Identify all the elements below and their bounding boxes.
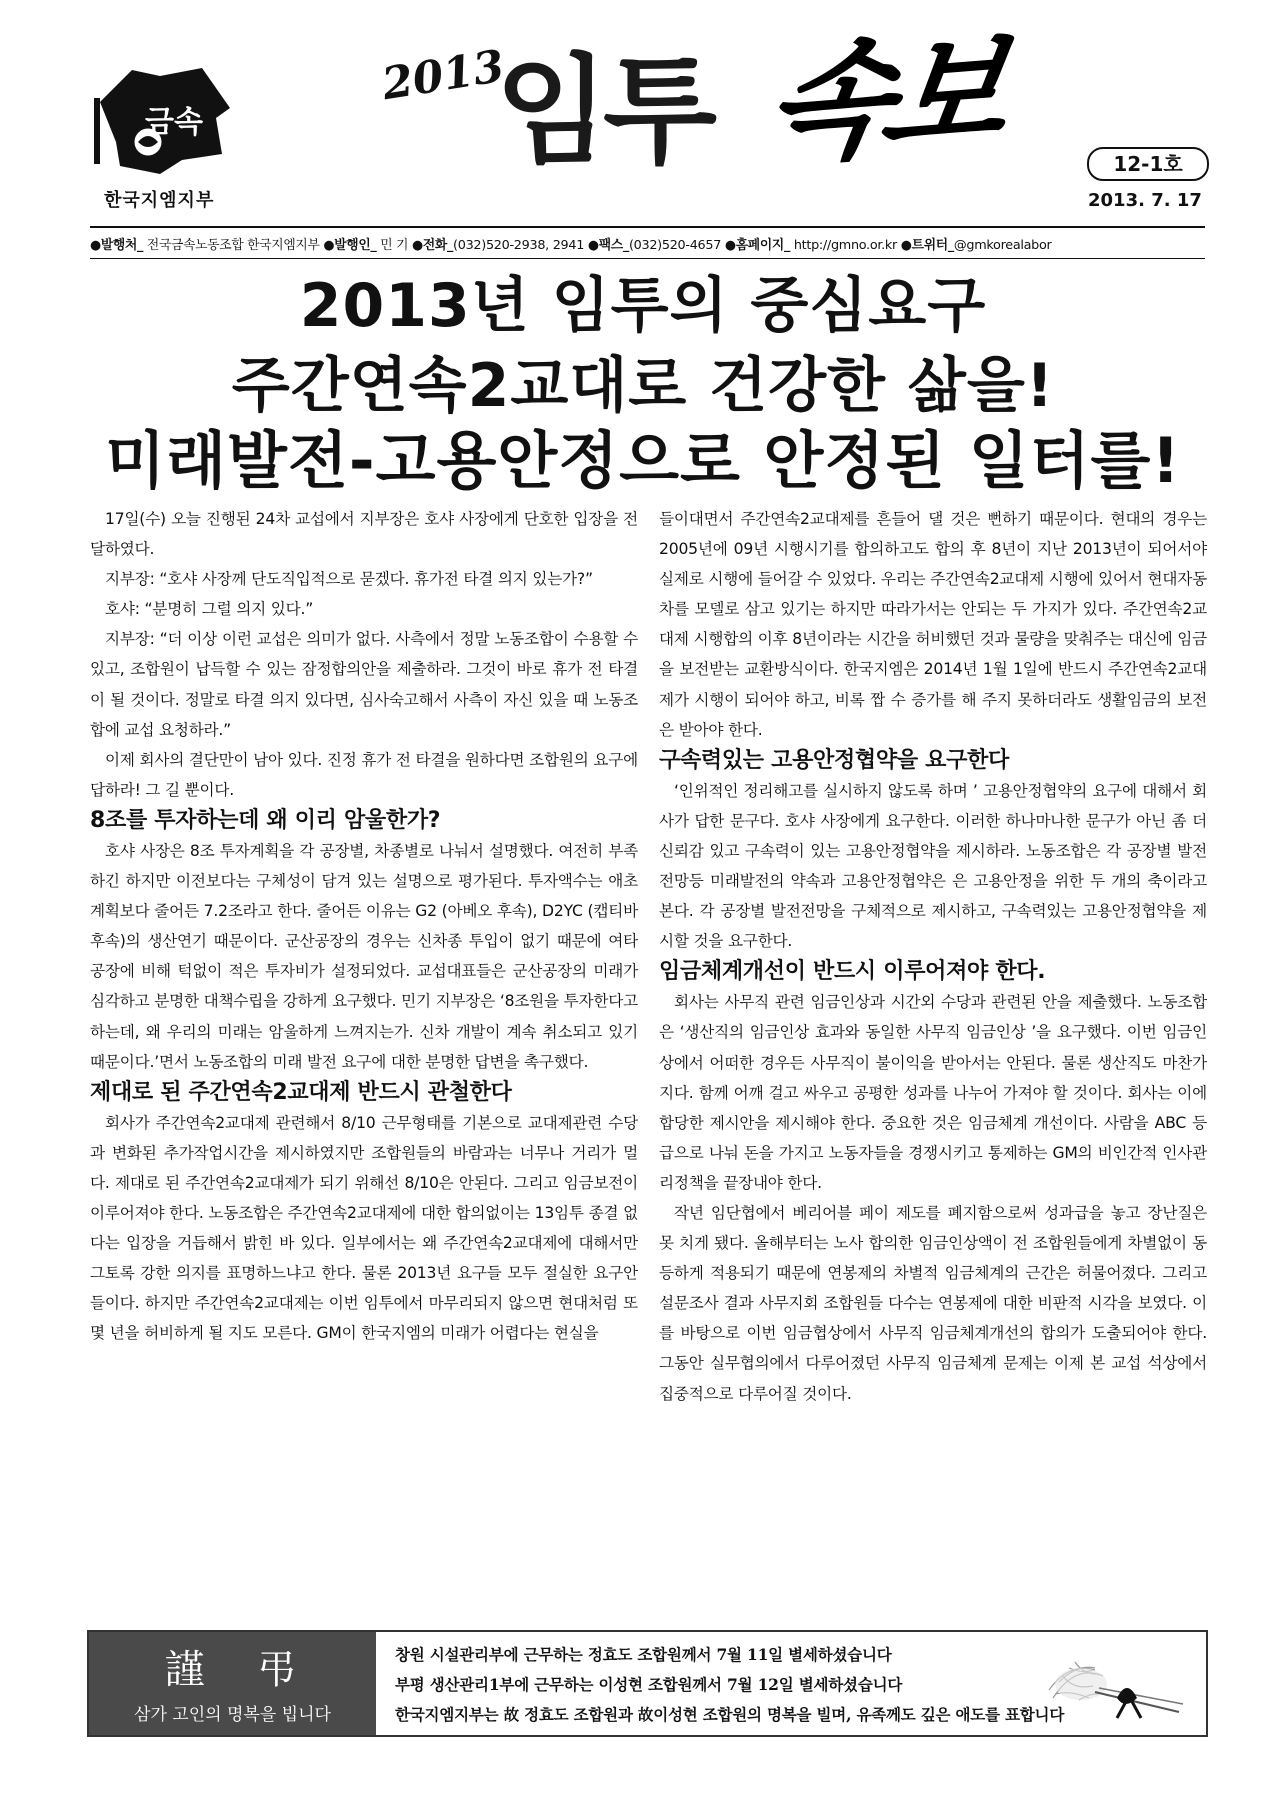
pubinfo-label: ●팩스_ [587,238,629,253]
divider [90,258,1205,259]
masthead-year: 2013 [378,40,508,111]
condolence-notices [395,1640,1065,1730]
condolence-line: 창원 시설관리부에 근무하는 정효도 조합원께서 7월 11일 별세하셨습니다 [395,1645,892,1664]
headline-line-1: 2013년 임투의 중심요구 [299,271,987,341]
branch-name: 한국지엠지부 [104,190,215,211]
divider [90,226,1205,228]
pubinfo-label: ●발행처_ [90,238,144,253]
section-heading: 8조를 투자하는데 왜 이리 암울한가? [90,807,441,833]
pubinfo-fax: (032)520-4657 [628,238,722,253]
masthead-title-part1: 임투 [495,42,711,180]
pubinfo-label: ●발행인_ [323,238,377,253]
condolence-line: 한국지엠지부는 故 정효도 조합원과 故이성현 조합원의 명복을 빌며, 유족께도 깊은 애도를 표합니다 [395,1705,1065,1724]
pubinfo-homepage-link[interactable]: http://gmno.or.kr [790,238,897,253]
condolence-label-panel [89,1632,376,1735]
paragraph: 지부장: “더 이상 이런 교섭은 의미가 없다. 사측에서 정말 노동조합이 수용할 수 있고, 조합원이 납득할 수 있는 잠정합의안을 제출하라. 그것이 바로 휴가 전 타결이 될 것이다. 정말로 타결 의지 있다면, 심사숙고해서 사측이 자신 있을 때 노동조합에 교섭 요청하라.” [90,630,638,739]
pubinfo-label: ●트위터_ [900,238,954,253]
union-flag-logo [90,62,240,182]
issue-date: 2013. 7. 17 [1088,190,1202,211]
pubinfo-label: ●전화_ [411,238,454,253]
paragraph: 17일(수) 오늘 진행된 24차 교섭에서 지부장은 호샤 사장에게 단호한 입장을 전달하였다. [90,510,638,559]
condolence-line: 부평 생산관리1부에 근무하는 이성현 조합원께서 7월 12일 별세하셨습니다 [395,1675,903,1694]
pubinfo-twitter-link[interactable]: @gmkorealabor [953,238,1052,253]
pubinfo-value: 민 기 [376,238,409,253]
masthead-title-part2: 속보 [756,17,1008,182]
headline-line-2: 주간연속2교대로 건강한 삶을! [231,351,1055,421]
section-heading: 구속력있는 고용안정협약을 요구한다 [659,747,1009,773]
condolence-box [87,1630,1208,1737]
pubinfo-phone: (032)520-2938, 2941 [453,238,585,253]
paragraph: 이제 회사의 결단만이 남아 있다. 진정 휴가 전 타결을 원하다면 조합원의 요구에 답하라! 그 길 뿐이다. [90,750,638,799]
logo-text: 금속 [145,105,203,140]
headline-line-3: 미래발전-고용안정으로 안정된 일터를! [105,424,1181,497]
chrysanthemum-icon [1029,1638,1199,1728]
paragraph: 회사는 사무직 관련 임금인상과 시간외 수당과 관련된 안을 제출했다. 노동조합은 ‘생산직의 임금인상 효과와 동일한 사무직 임금인상 ’을 요구했다. 이번 임금인상에서 어떠한 경우든 사무직이 불이익을 받아서는 안된다. 물론 생산직도 마찬가지다. 함께 어깨 걸고 싸우고 공평한 성과를 나누어 가져야 할 것이다. 회사는 이에 합당한 제시안을 제시해야 한다. 중요한 것은 임금체계 개선이다. 사람을 ABC 등급으로 나눠 돈을 가지고 노동자들을 경쟁시키고 통제하는 GM의 비인간적 인사관리정책을 끝장내야 한다. [659,993,1207,1192]
article-column-left [90,504,638,1348]
paragraph: 회사가 주간연속2교대제 관련해서 8/10 근무형태를 기본으로 교대제관련 수당과 변화된 추가작업시간을 제시하였지만 조합원들의 바람과는 너무나 거리가 멀다. 제대로 된 주간연속2교대제가 되기 위해선 8/10은 안된다. 그리고 임금보전이 이루어져야 한다. 노동조합은 주간연속2교대제에 대한 합의없이는 13임투 종결 없다는 입장을 거듭해서 밝힌 바 있다. 일부에서는 왜 주간연속2교대제에 대해서만 그토록 강한 의지를 표명하느냐고 한다. 물론 2013년 요구들 모두 절실한 요구안들이다. 하지만 주간연속2교대제는 이번 임투에서 마무리되지 않으면 현대처럼 또 몇 년을 허비하게 될 지도 모른다. GM이 한국지엠의 미래가 어렵다는 현실을 [90,1113,638,1343]
paragraph: 작년 임단협에서 베리어블 페이 제도를 폐지함으로써 성과급을 놓고 장난질은 못 치게 됐다. 올해부터는 노사 합의한 임금인상액이 전 조합원들에게 차별없이 동등하게 적용되기 때문에 연봉제의 차별적 임금체계의 근간은 허물어졌다. 그리고 설문조사 결과 사무지회 조합원들 다수는 연봉제에 대한 비판적 시각을 보였다. 이를 바탕으로 이번 임금협상에서 사무직 임금체계개선의 합의가 도출되어야 한다. 그동안 실무협의에서 다루어졌던 사무직 임금체계 문제는 이제 본 교섭 석상에서 집중적으로 다루어질 것이다. [659,1203,1207,1403]
paragraph: 호샤 사장은 8조 투자계획을 각 공장별, 차종별로 나눠서 설명했다. 여전히 부족하긴 하지만 이전보다는 구체성이 담겨 있는 설명으로 평가된다. 투자액수는 애초 계획보다 줄어든 7.2조라고 한다. 줄어든 이유는 G2 (아베오 후속), D2YC (캡티바 후속)의 생산연기 때문이다. 군산공장의 경우는 신차종 투입이 없기 때문에 여타 공장에 비해 턱없이 적은 투자비가 설정되었다. 교섭대표들은 군산공장의 미래가 심각하고 분명한 대책수립을 강하게 요구했다. 민기 지부장은 ‘8조원을 투자한다고 하는데, 왜 우리의 미래는 암울하게 느껴지는가. 신차 개발이 계속 취소되고 있기 때문이다.’면서 노동조합의 미래 발전 요구에 대한 분명한 답변을 촉구했다. [90,841,638,1071]
article-column-right [659,504,1207,1409]
condolence-title: 謹弔 [164,1647,349,1693]
pubinfo-label: ●홈페이지_ [724,238,791,253]
publisher-info-bar [90,234,1205,253]
section-heading: 제대로 된 주간연속2교대제 반드시 관철한다 [90,1079,512,1105]
section-heading: 임금체계개선이 반드시 이루어져야 한다. [659,959,1046,985]
paragraph: 호샤: “분명히 그럴 의지 있다.” [105,600,314,619]
paragraph: 들이대면서 주간연속2교대제를 흔들어 댈 것은 뻔하기 때문이다. 현대의 경우는 2005년에 09년 시행시기를 합의하고도 합의 후 8년이 지난 2013년이 되어서야 실제로 시행에 들어갈 수 있었다. 우리는 주간연속2교대제 시행에 있어서 현대자동차를 모델로 삼고 있기는 하지만 따라가서는 안되는 두 가지가 있다. 주간연속2교대제 시행합의 이후 8년이라는 시간을 허비했던 것과 물량을 맞춰주는 대신에 임금을 보전받는 교환방식이다. 한국지엠은 2014년 1월 1일에 반드시 주간연속2교대제가 시행이 되어야 하고, 비록 짭 수 증가를 해 주지 못하더라도 생활임금의 보전은 받아야 한다. [659,510,1207,739]
condolence-subtitle: 삼가 고인의 명복을 빕니다 [134,1705,331,1725]
pubinfo-value: 전국금속노동조합 한국지엠지부 [143,238,320,253]
paragraph: 지부장: “호샤 사장께 단도직입적으로 묻겠다. 휴가전 타결 의지 있는가?” [105,570,593,589]
issue-number-badge: 12-1호 [1087,147,1209,181]
paragraph: ‘인위적인 정리해고를 실시하지 않도록 하며 ’ 고용안정협약의 요구에 대해서 회사가 답한 문구다. 호샤 사장에게 요구한다. 이러한 하나마나한 문구가 아닌 좀 더 신뢰감 있고 구속력이 있는 고용안정협약을 제시하라. 노동조합은 각 공장별 발전전망등 미래발전의 약속과 고용안정협약은 은 고용안정을 위한 두 개의 축이라고 본다. 각 공장별 발전전망을 구체적으로 제시하고, 구속력있는 고용안정협약을 제시할 것을 요구한다. [659,781,1207,951]
